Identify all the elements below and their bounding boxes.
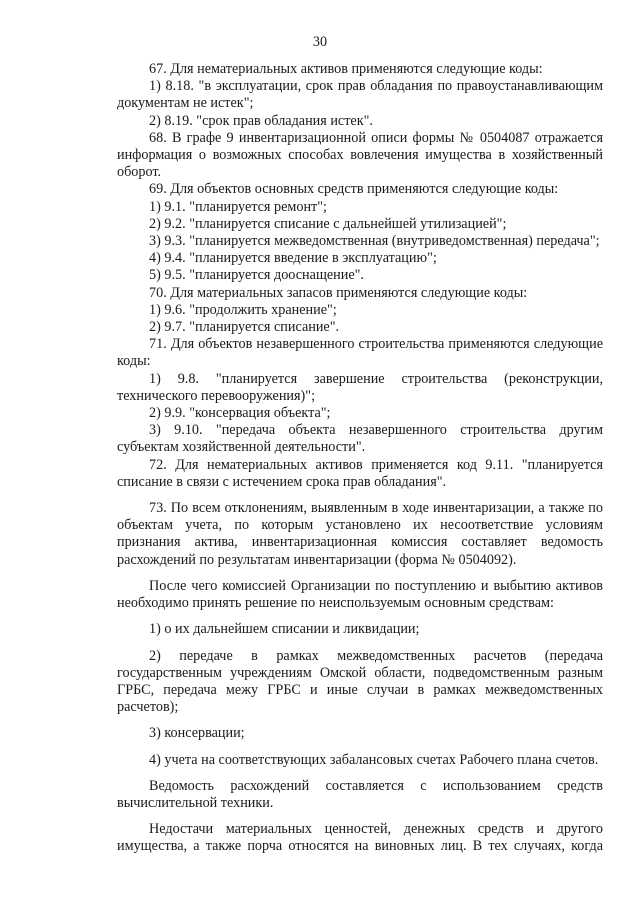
paragraph-spacer <box>117 769 603 778</box>
paragraph: 1) 8.18. "в эксплуатации, срок прав обладания по правоустанавливающим документам не истек"; <box>117 78 603 112</box>
paragraph: 4) учета на соответствующих забалансовых счетах Рабочего плана счетов. <box>149 751 599 768</box>
paragraph: Ведомость расхождений составляется с использованием средств вычислительной техники. <box>117 777 603 811</box>
paragraph: 2) 8.19. "срок прав обладания истек". <box>149 112 373 129</box>
paragraph-spacer <box>117 612 603 621</box>
paragraph: 2) 9.7. "планируется списание". <box>149 319 340 336</box>
paragraph: 1) о их дальнейшем списании и ликвидации; <box>149 621 420 638</box>
paragraph: 2) 9.2. "планируется списание с дальнейшей утилизацией"; <box>149 215 507 232</box>
paragraph-spacer <box>117 812 603 821</box>
paragraph-spacer <box>117 639 603 648</box>
paragraph: После чего комиссией Организации по поступлению и выбытию активов необходимо принять решение по неиспользуемым основным средствам: <box>117 577 603 612</box>
paragraph: 67. Для нематериальных активов применяются следующие коды: <box>149 61 543 77</box>
paragraph-spacer <box>117 491 603 500</box>
paragraph-spacer <box>117 716 603 725</box>
paragraph: 71. Для объектов незавершенного строительства применяются следующие коды: <box>117 336 603 370</box>
paragraph-spacer <box>117 569 603 578</box>
paragraph: 70. Для материальных запасов применяются следующие коды: <box>149 284 528 301</box>
paragraph: 3) консервации; <box>149 725 245 742</box>
paragraph: 5) 9.5. "планируется дооснащение". <box>149 267 364 284</box>
paragraph: 1) 9.1. "планируется ремонт"; <box>149 198 327 215</box>
paragraph: 72. Для нематериальных активов применяется код 9.11. "планируется списание в связи с истечением срока прав обладания". <box>117 456 603 490</box>
document-body <box>117 61 603 856</box>
paragraph: 4) 9.4. "планируется введение в эксплуатацию"; <box>149 250 437 267</box>
paragraph: 3) 9.3. "планируется межведомственная (внутриведомственная) передача"; <box>149 233 600 250</box>
paragraph: 1) 9.8. "планируется завершение строительства (реконструкции, технического перевооружения)"; <box>117 370 603 404</box>
paragraph: 73. По всем отклонениям, выявленным в ходе инвентаризации, а также по объектам учета, по которым установлено их несоответствие условиям признания актива, инвентаризационная комиссия составляет ведомость расхождений по результатам инвентаризации (форма № 0504092). <box>117 500 603 568</box>
paragraph: 68. В графе 9 инвентаризационной описи формы № 0504087 отражается информация о возможных способах вовлечения имущества в хозяйственный оборот. <box>117 129 603 181</box>
paragraph: 2) 9.9. "консервация объекта"; <box>149 405 331 422</box>
paragraph: Недостачи материальных ценностей, денежных средств и другого имущества, а также порча относятся на виновных лиц. В тех случаях, когда <box>117 821 603 855</box>
paragraph: 69. Для объектов основных средств применяются следующие коды: <box>149 181 559 198</box>
paragraph: 3) 9.10. "передача объекта незавершенного строительства другим субъектам хозяйственной деятельности". <box>117 422 603 456</box>
paragraph-spacer <box>117 743 603 752</box>
paragraph: 2) передаче в рамках межведомственных расчетов (передача государственным учреждениям Омской области, подведомственным разным ГРБС, передача межу ГРБС и иные случаи в рамках межведомственных расчетов); <box>117 647 603 716</box>
paragraph: 1) 9.6. "продолжить хранение"; <box>149 301 337 318</box>
page-number: 30 <box>312 34 328 50</box>
